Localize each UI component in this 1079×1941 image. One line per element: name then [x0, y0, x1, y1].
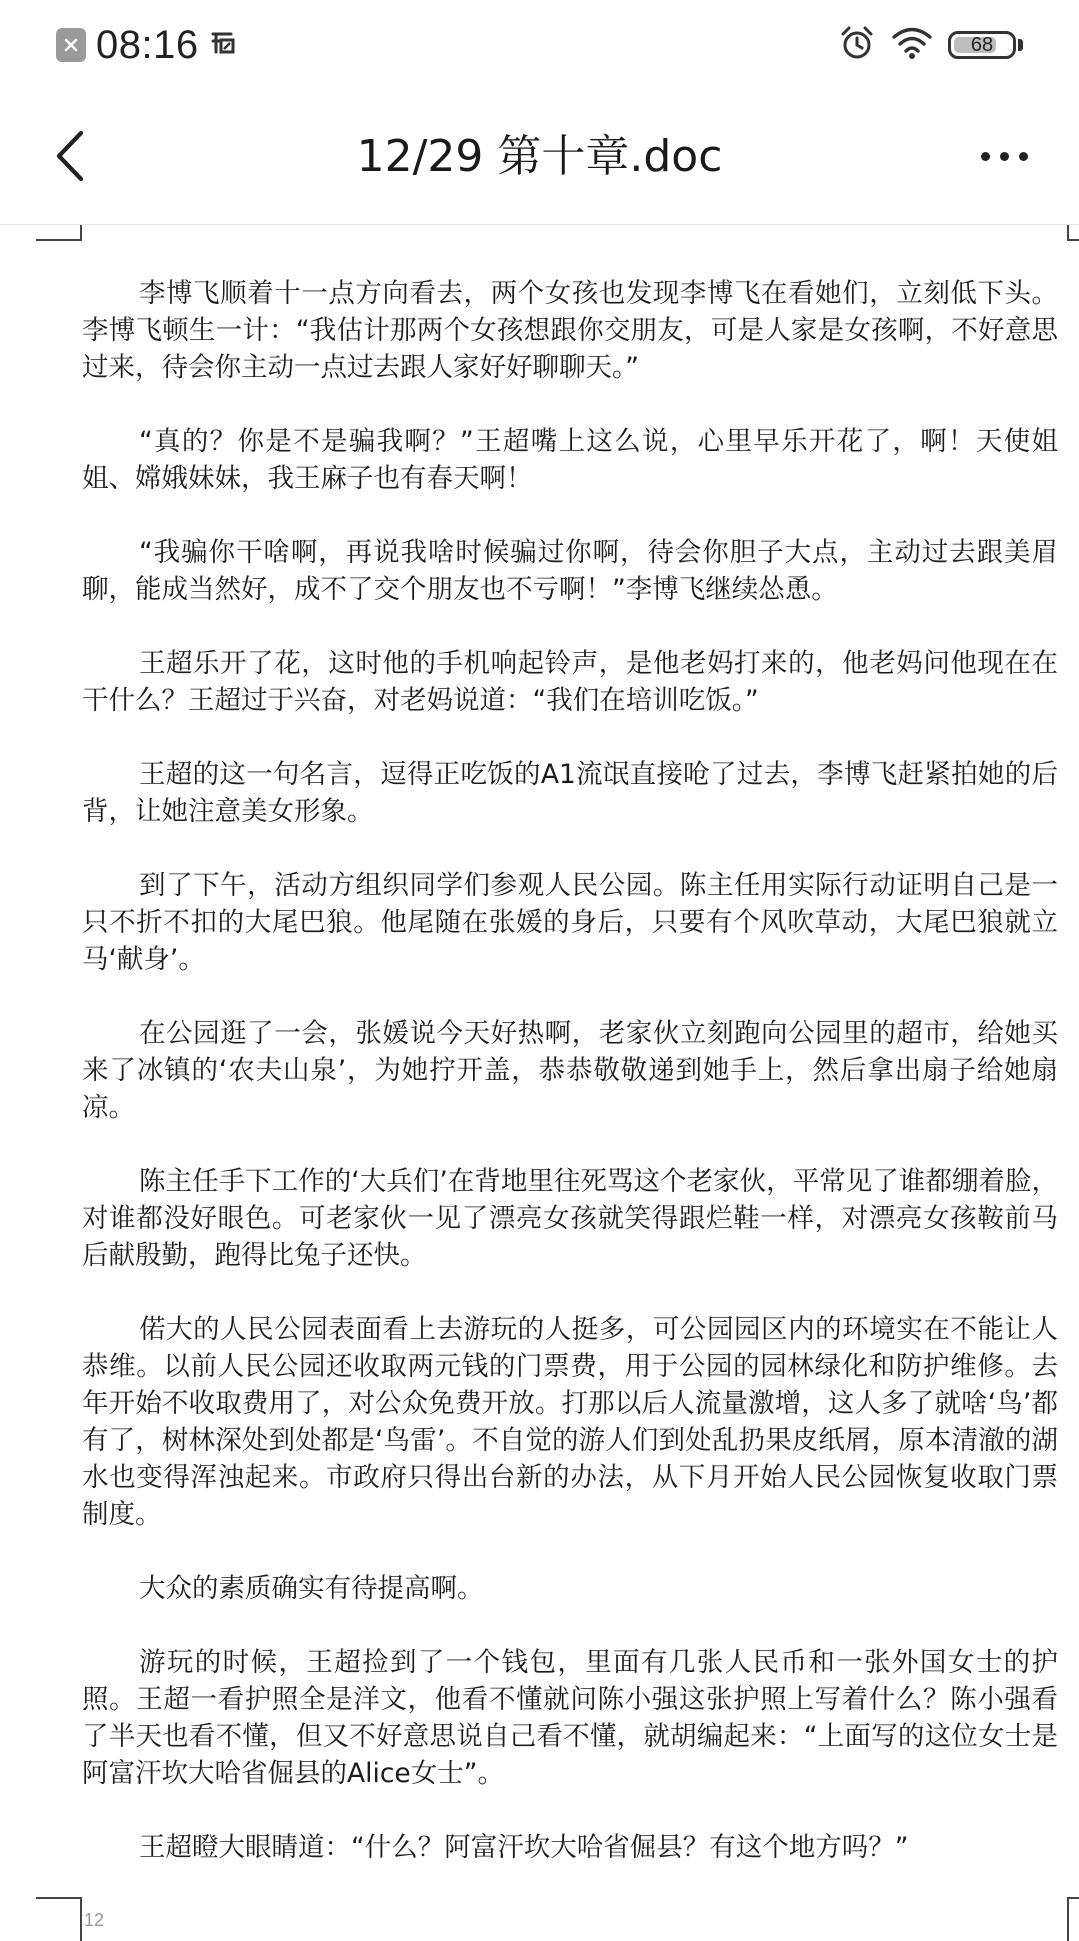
chevron-left-icon	[53, 129, 87, 183]
battery-level: 68	[970, 33, 994, 56]
page-number: 12	[84, 1910, 105, 1930]
crop-mark-bottom-right	[1067, 1897, 1079, 1941]
paragraph: 王超的这一句名言，逗得正吃饭的A1流氓直接呛了过去，李博飞赶紧拍她的后背，让她注意美女形象。	[82, 759, 1058, 827]
battery-tip	[1018, 39, 1023, 51]
paragraph: 李博飞顺着十一点方向看去，两个女孩也发现李博飞在看她们，立刻低下头。李博飞顿生一计：“我估计那两个女孩想跟你交朋友，可是人家是女孩啊，不好意思过来，待会你主动一点过去跟人家好好聊聊天。”	[82, 278, 1058, 383]
status-bar-right	[838, 20, 1023, 70]
paragraph: “真的？你是不是骗我啊？”王超嘴上这么说，心里早乐开花了，啊！天使姐姐、嫦娥妹妹，我王麻子也有春天啊！	[82, 426, 1058, 494]
battery-icon	[948, 31, 1016, 59]
more-horizontal-icon	[1000, 152, 1009, 161]
paragraph: 游玩的时候，王超捡到了一个钱包，里面有几张人民币和一张外国女士的护照。王超一看护照全是洋文，他看不懂就问陈小强这张护照上写着什么？陈小强看了半天也看不懂，但又不好意思说自己看不懂，就胡编起来：“上面写的这位女士是阿富汗坎大哈省倔县的Alice女士”。	[82, 1647, 1058, 1789]
more-horizontal-icon	[981, 152, 990, 161]
paragraph: “我骗你干啥啊，再说我啥时候骗过你啊，待会你胆子大点，主动过去跟美眉聊，能成当然好，成不了交个朋友也不亏啊！”李博飞继续怂恿。	[82, 537, 1058, 605]
crop-mark-top-left	[36, 225, 82, 241]
document-page[interactable]	[0, 225, 1079, 1941]
paragraph: 到了下午，活动方组织同学们参观人民公园。陈主任用实际行动证明自己是一只不折不扣的大尾巴狼。他尾随在张媛的身后，只要有个风吹草动，大尾巴狼就立马‘献身’。	[82, 870, 1058, 975]
back-button[interactable]	[40, 126, 100, 186]
paragraph: 大众的素质确实有待提高啊。	[139, 1573, 484, 1604]
document-title: 12/29 第十章.doc	[356, 131, 723, 182]
more-options-button[interactable]	[969, 126, 1039, 186]
title-bar	[0, 90, 1079, 225]
screenshot-icon	[209, 28, 239, 62]
crop-mark-top-right	[1067, 225, 1079, 241]
paragraph: 偌大的人民公园表面看上去游玩的人挺多，可公园园区内的环境实在不能让人恭维。以前人民公园还收取两元钱的门票费，用于公园的园林绿化和防护维修。去年开始不收取费用了，对公众免费开放。打那以后人流量激增，这人多了就啥‘鸟’都有了，树林深处到处都是‘鸟雷’。不自觉的游人们到处乱扔果皮纸屑，原本清澈的湖水也变得浑浊起来。市政府只得出台新的办法，从下月开始人民公园恢复收取门票制度。	[82, 1314, 1058, 1530]
paragraph: 陈主任手下工作的‘大兵们’在背地里往死骂这个老家伙，平常见了谁都绷着脸，对谁都没好眼色。可老家伙一见了漂亮女孩就笑得跟烂鞋一样，对漂亮女孩鞍前马后献殷勤，跑得比兔子还快。	[82, 1166, 1058, 1271]
more-horizontal-icon	[1019, 152, 1028, 161]
close-notification-icon	[56, 28, 86, 62]
document-body	[82, 275, 1058, 1903]
paragraph: 在公园逛了一会，张媛说今天好热啊，老家伙立刻跑向公园里的超市，给她买来了冰镇的‘农夫山泉’，为她拧开盖，恭恭敬敬递到她手上，然后拿出扇子给她扇凉。	[82, 1018, 1058, 1123]
status-bar-left	[56, 20, 239, 70]
paragraph: 王超瞪大眼睛道：“什么？阿富汗坎大哈省倔县？有这个地方吗？”	[139, 1832, 909, 1863]
paragraph: 王超乐开了花，这时他的手机响起铃声，是他老妈打来的，他老妈问他现在在干什么？王超过于兴奋，对老妈说道：“我们在培训吃饭。”	[82, 648, 1058, 716]
status-time: 08:16	[96, 22, 199, 67]
wifi-icon	[892, 26, 932, 64]
alarm-icon	[838, 24, 876, 66]
status-bar	[0, 0, 1079, 90]
crop-mark-bottom-left	[36, 1897, 82, 1941]
